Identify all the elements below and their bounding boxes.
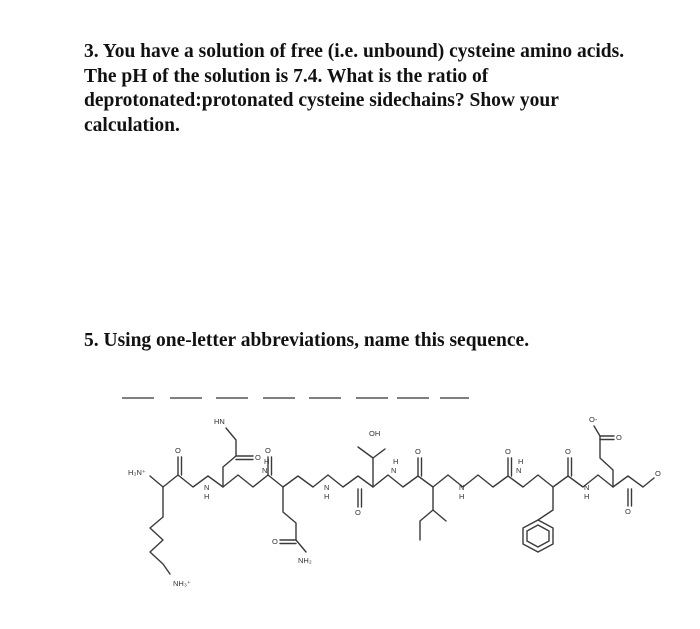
isoleucine-side-chain [433, 487, 446, 521]
backbone-nh-label: H N [516, 457, 524, 475]
carbonyl-oxygen-label: O [415, 447, 421, 456]
backbone-nh-label: N H [459, 483, 465, 501]
carbonyl-oxygen-label: O [272, 537, 278, 546]
carbonyl-oxygen-label: O [255, 453, 261, 462]
question-3-number: 3. [84, 41, 99, 62]
carboxylate-label: O- [589, 415, 598, 424]
peptide-backbone [150, 475, 654, 487]
carbonyl-oxygen-label: O [355, 508, 361, 517]
backbone-nh-label: H N [262, 457, 270, 475]
backbone-nh-label: H N [391, 457, 399, 475]
glutamate-side-chain [594, 426, 613, 487]
carbonyl-oxygen-label: O [505, 447, 511, 456]
n-terminus-label: H₃N⁺ [128, 468, 146, 477]
amide-nitrogen-label: HN [214, 417, 225, 426]
amide-nh2-label: NH₂ [298, 556, 312, 565]
backbone-nh-label: N H [584, 483, 590, 501]
phenylalanine-side-chain [538, 487, 553, 520]
lysine-amine-label: NH₃⁺ [173, 579, 191, 588]
question-3-text: You have a solution of free (i.e. unbound) cysteine amino acids. The pH of the solution is 7.4. What is the ratio of deprotonated:protonated cysteine sidechains? Show your calculation. [84, 41, 625, 136]
question-5-text: Using one-letter abbreviations, name this sequence. [103, 330, 530, 351]
carbonyl-oxygen-label: O [265, 446, 271, 455]
lysine-side-chain [150, 487, 170, 574]
backbone-nh-label: N H [324, 483, 330, 501]
hydroxyl-label: OH [369, 429, 381, 438]
glutamine-side-chain [283, 487, 306, 552]
carbonyl-oxygen-label: O [175, 446, 181, 455]
c-terminus-label: O [655, 469, 661, 478]
carbonyl-oxygen-label: O [565, 447, 571, 456]
backbone-nh-label: N H [204, 483, 210, 501]
carbonyl-oxygen-label: O [625, 507, 631, 516]
carbonyl-oxygen-label: O [616, 433, 622, 442]
question-5-number: 5. [84, 330, 99, 351]
